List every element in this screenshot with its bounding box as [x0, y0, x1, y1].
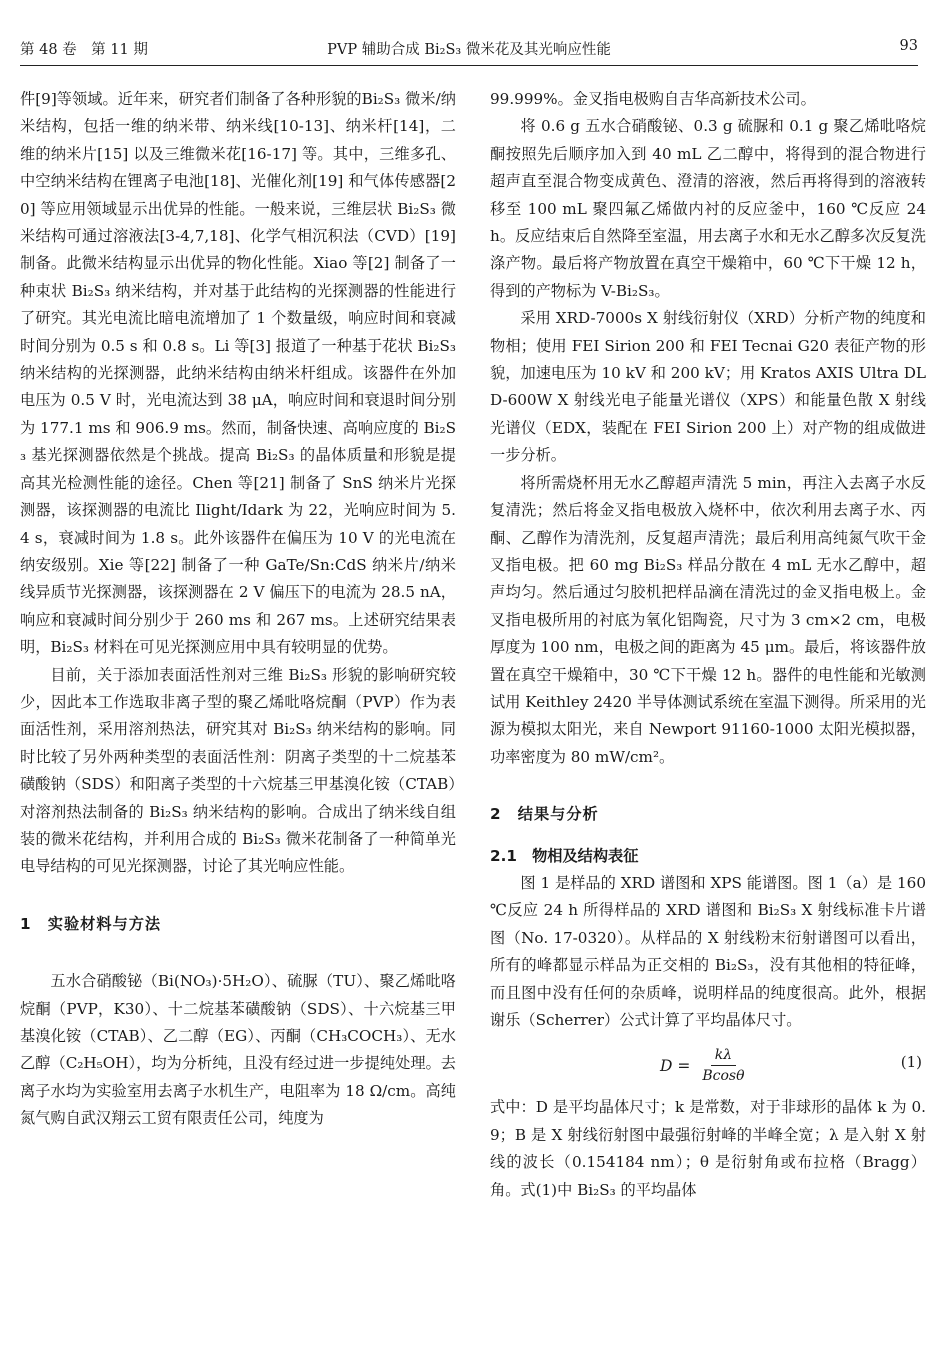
equation-denominator: Bcosθ	[702, 1068, 745, 1085]
intro-paragraph-2: 目前，关于添加表面活性剂对三维 Bi₂S₃ 形貌的影响研究较少，因此本工作选取非离子型的聚乙烯吡咯烷酮（PVP）作为表面活性剂，采用溶剂热法，研究其对 Bi₂S₃ 纳米结构的影响。同时比较了另外两种类型的表面活性剂：阴离子类型的十二烷基苯磺酸钠（SDS）和阳离子类型的十六烷基三甲基溴化铵（CTAB）对溶剂热法制备的 Bi₂S₃ 纳米结构的影响。合成出了纳米线自组装的微米花结构，并利用合成的 Bi₂S₃ 微米花制备了一种简单光电导结构的可见光探测器，讨论了其光响应性能。	[20, 665, 456, 876]
right-column	[490, 86, 926, 1204]
equation-lhs: D =	[660, 1056, 691, 1075]
equation-fraction	[698, 1046, 748, 1085]
running-header	[20, 34, 918, 62]
device-fabrication-paragraph: 将所需烧杯用无水乙醇超声清洗 5 min，再注入去离子水反复清洗；然后将金叉指电极放入烧杯中，依次利用去离子水、丙酮、乙醇作为清洗剂，反复超声清洗；最后利用高纯氮气吹干金叉指电极。把 60 mg Bi₂S₃ 样品分散在 4 mL 无水乙醇中，超声均匀。然后通过匀胶机把样品滴在清洗过的金叉指电极上。金叉指电极所用的衬底为氧化铝陶瓷，尺寸为 3 cm×2 cm，电极厚度为 100 nm，电极之间的距离为 45 μm。最后，将该器件放置在真空干燥箱中，30 ℃下干燥 12 h。器件的电性能和光敏测试用 Keithley 2420 半导体测试系统在室温下测得。所采用的光源为模拟太阳光，来自 Newport 91160-1000 太阳光模拟器，功率密度为 80 mW/cm²。	[490, 473, 926, 766]
subsection-2-1-title: 2.1 物相及结构表征	[490, 846, 639, 865]
materials-paragraph-continued: 99.999%。金叉指电极购自吉华高新技术公司。	[490, 90, 816, 108]
running-title: PVP 辅助合成 Bi₂S₃ 微米花及其光响应性能	[327, 42, 611, 58]
scherrer-equation	[490, 1034, 926, 1094]
page-number: 93	[899, 38, 918, 54]
section-1-title: 1 实验材料与方法	[20, 914, 162, 933]
volume-issue: 第 48 卷 第 11 期	[20, 42, 148, 58]
xrd-paragraph: 图 1 是样品的 XRD 谱图和 XPS 能谱图。图 1（a）是 160 ℃反应 24 h 所得样品的 XRD 谱图和 Bi₂S₃ X 射线标准卡片谱图（No. 17-0320）。从样品的 X 射线粉末衍射谱图可以看出，所有的峰都显示样品为正交相的 Bi₂S₃，没有其他相的特征峰，而且图中没有任何的杂质峰，说明样品的纯度很高。此外，根据谢乐（Scherrer）公式计算了平均晶体尺寸。	[490, 873, 926, 1029]
synthesis-paragraph: 将 0.6 g 五水合硝酸铋、0.3 g 硫脲和 0.1 g 聚乙烯吡咯烷酮按照先后顺序加入到 40 mL 乙二醇中，将得到的混合物进行超声直至混合物变成黄色、澄清的溶液，然后再将得到的溶液转移至 100 mL 聚四氟乙烯做内衬的反应釜中，160 ℃反应 24 h。反应结束后自然降至室温，用去离子水和无水乙醇多次反复洗涤产物。最后将产物放置在真空干燥箱中，60 ℃下干燥 12 h，得到的产物标为 V-Bi₂S₃。	[490, 117, 926, 300]
characterization-paragraph: 采用 XRD-7000s X 射线衍射仪（XRD）分析产物的纯度和物相；使用 FEI Sirion 200 和 FEI Tecnai G20 表征产物的形貌，加速电压为 10 kV 和 200 kV；用 Kratos AXIS Ultra DLD-600W X 射线光电子能量光谱仪（XPS）和能量色散 X 射线光谱仪（EDX，装配在 FEI Sirion 200 上）对产物的组成做进一步分析。	[490, 309, 926, 465]
equation-explanation-paragraph: 式中：D 是平均晶体尺寸；k 是常数，对于非球形的晶体 k 为 0.9；B 是 X 射线衍射图中最强衍射峰的半峰全宽；λ 是入射 X 射线的波长（0.154184 nm）；θ 是衍射角或布拉格（Bragg）角。式(1)中 Bi₂S₃ 的平均晶体	[490, 1098, 926, 1199]
section-2-title: 2 结果与分析	[490, 805, 599, 824]
intro-paragraph-continued: 件[9]等领域。近年来，研究者们制备了各种形貌的Bi₂S₃ 微米/纳米结构，包括一维的纳米带、纳米线[10-13]、纳米杆[14]，二维的纳米片[15] 以及三维微米花[16-17] 等。其中，三维多孔、中空纳米结构在锂离子电池[18]、光催化剂[19] 和气体传感器[20] 等应用领域显示出优异的性能。一般来说，三维层状 Bi₂S₃ 微米结构可通过溶液法[3-4,7,18]、化学气相沉积法（CVD）[19] 制备。此微米结构显示出优异的物化性能。Xiao 等[2] 制备了一种束状 Bi₂S₃ 纳米结构，并对基于此结构的光探测器的性能进行了研究。其光电流比暗电流增加了 1 个数量级，响应时间和衰减时间分别为 0.5 s 和 0.8 s。Li 等[3] 报道了一种基于花状 Bi₂S₃ 纳米结构的光探测器，此纳米结构由纳米杆组成。该器件在外加电压为 0.5 V 时，光电流达到 38 μA，响应时间和衰退时间分别为 177.1 ms 和 906.9 ms。然而，制备快速、高响应度的 Bi₂S₃ 基光探测器依然是个挑战。提高 Bi₂S₃ 的晶体质量和形貌是提高其光检测性能的途径。Chen 等[21] 制备了 SnS 纳米片光探测器，该探测器的电流比 Ilight/Idark 为 22，光响应时间为 5.4 s，衰减时间为 1.8 s。此外该器件在偏压为 10 V 的光电流在纳安级别。Xie 等[22] 制备了一种 GaTe/Sn:CdS 纳米片/纳米线异质节光探测器，该探测器在 2 V 偏压下的电流为 28.5 nA，响应和衰减时间分别少于 260 ms 和 267 ms。上述研究结果表明，Bi₂S₃ 材料在可见光探测应用中具有较明显的优势。	[20, 90, 456, 657]
equation-number: (1)	[900, 1053, 922, 1072]
equation-numerator: kλ	[711, 1046, 736, 1066]
left-column	[20, 86, 456, 1133]
materials-paragraph: 五水合硝酸铋（Bi(NO₃)·5H₂O）、硫脲（TU）、聚乙烯吡咯烷酮（PVP，K30）、十二烷基苯磺酸钠（SDS）、十六烷基三甲基溴化铵（CTAB）、乙二醇（EG）、丙酮（CH₃COCH₃）、无水乙醇（C₂H₅OH），均为分析纯，且没有经过进一步提纯处理。去离子水均为实验室用去离子水机生产，电阻率为 18 Ω/cm。高纯氮气购自武汉翔云工贸有限责任公司，纯度为	[20, 972, 456, 1128]
header-rule	[20, 65, 918, 66]
